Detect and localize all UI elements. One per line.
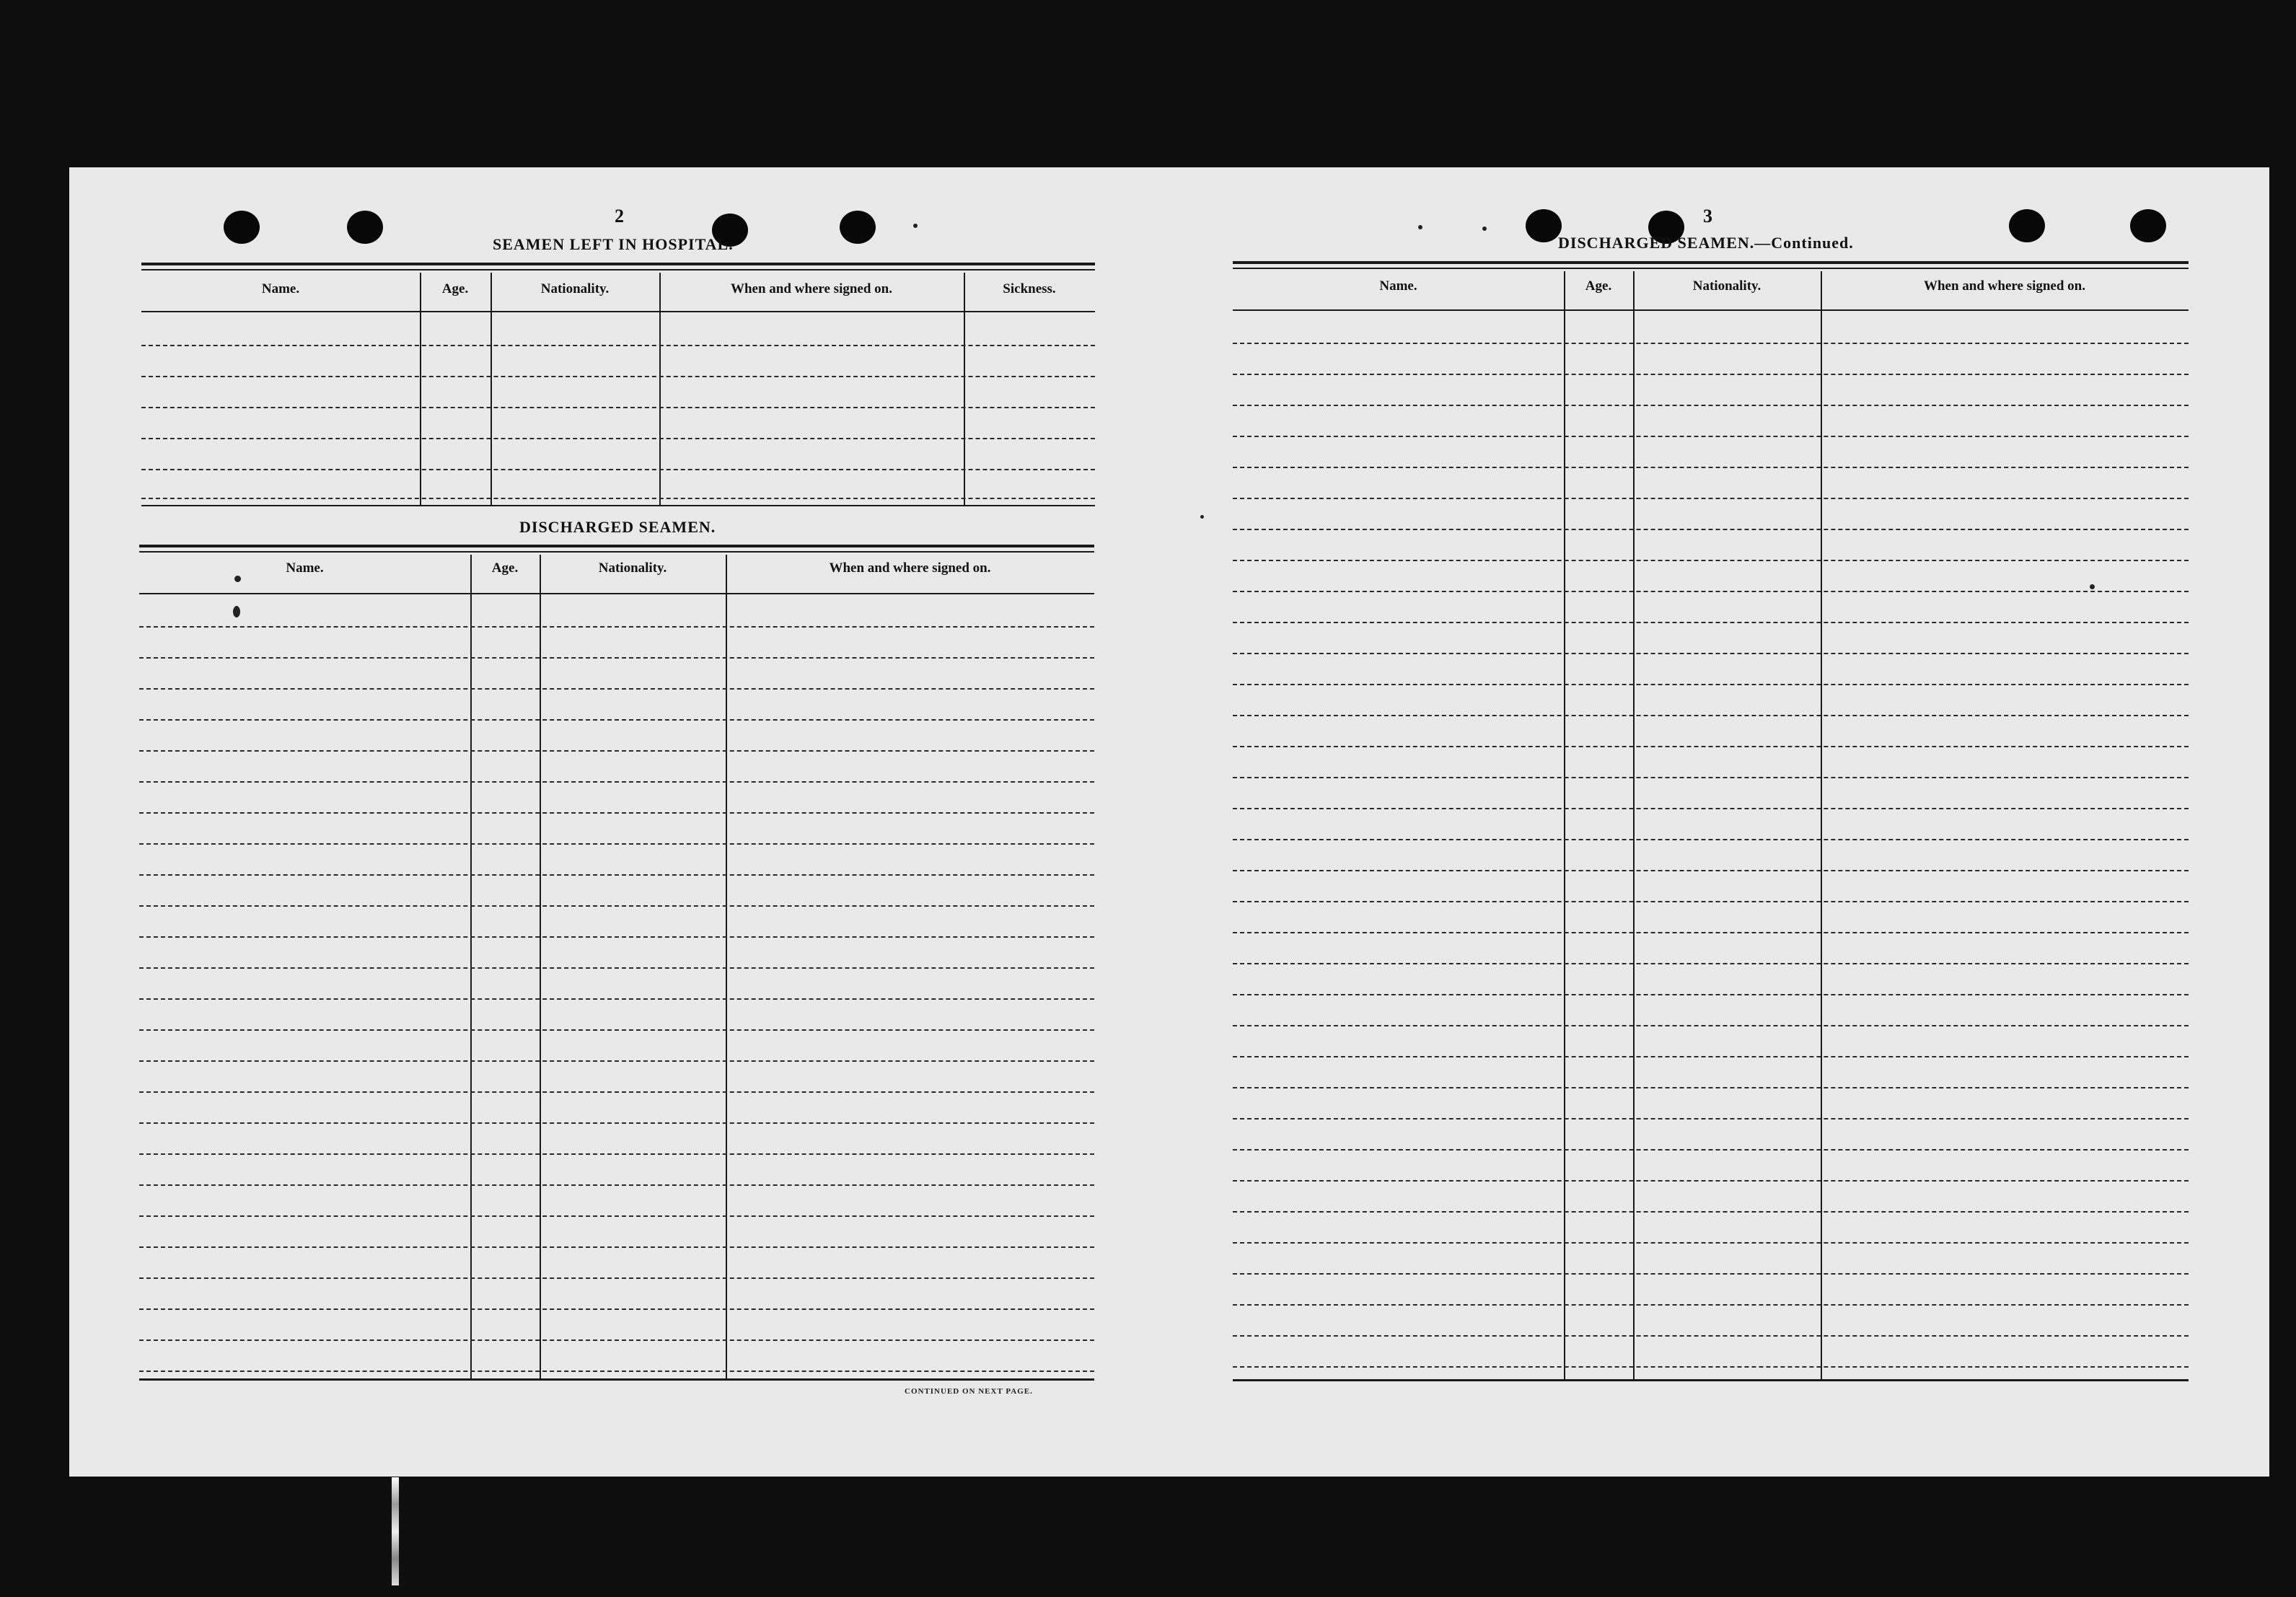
discharged-continued-title: DISCHARGED SEAMEN.—Continued. [1558,234,1854,252]
hospital-col-signed-on: When and where signed on. [730,281,892,296]
discharged-col-signed-on: When and where signed on. [829,560,991,576]
ink-speck [233,606,240,617]
punch-hole [347,211,383,244]
page-number-left: 2 [615,206,624,226]
continued-col-age: Age. [1585,278,1612,294]
punch-hole [2130,209,2166,242]
ink-speck [1200,515,1204,519]
continued-col-nationality: Nationality. [1692,278,1761,294]
continued-col-name: Name. [1379,278,1417,294]
discharged-table-right [1233,261,2189,1386]
hospital-col-nationality: Nationality. [540,281,610,296]
ink-speck [1482,226,1487,231]
discharged-col-age: Age. [491,560,519,576]
ink-speck [1418,225,1422,229]
punch-hole [2009,209,2045,242]
punch-hole [840,211,876,244]
ink-speck [2090,584,2095,589]
continued-col-signed-on: When and where signed on. [1923,278,2085,294]
hospital-table [141,263,1095,511]
hospital-col-sickness: Sickness. [1003,281,1056,296]
punch-hole [224,211,260,244]
discharged-col-name: Name. [286,560,324,576]
discharged-table-left [139,545,1094,1385]
hospital-section-title: SEAMEN LEFT IN HOSPITAL. [493,235,734,253]
hospital-col-age: Age. [441,281,469,296]
punch-hole [1526,209,1562,242]
hospital-col-name: Name. [261,281,300,296]
ink-speck [234,576,241,582]
discharged-section-title: DISCHARGED SEAMEN. [519,518,716,536]
discharged-col-nationality: Nationality. [598,560,667,576]
continued-note: CONTINUED ON NEXT PAGE. [905,1387,1033,1396]
ink-speck [913,224,918,228]
binding-edge [392,1477,399,1585]
page-number-right: 3 [1703,206,1712,226]
